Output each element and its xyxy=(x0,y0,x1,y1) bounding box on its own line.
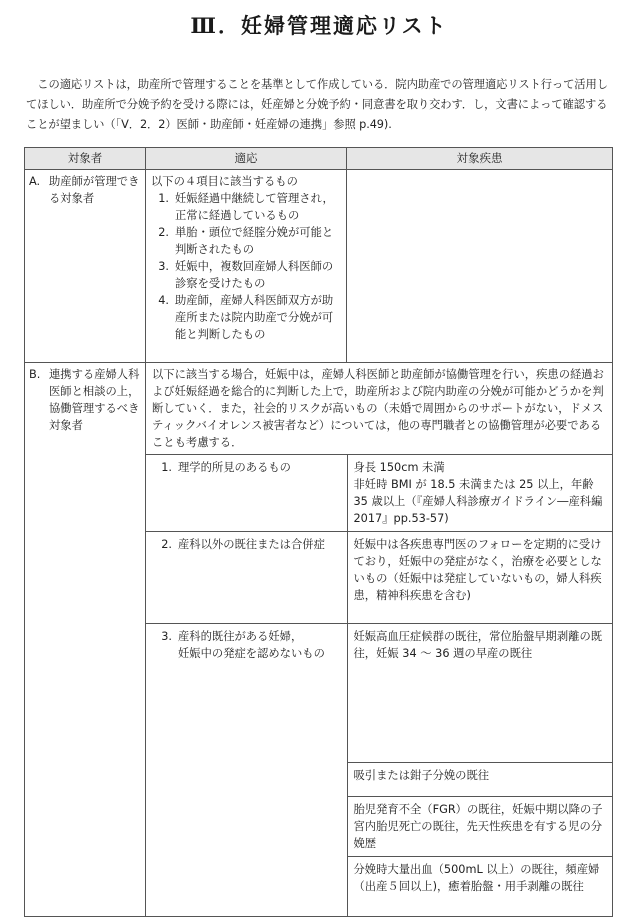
disease-b3-4: 分娩時大量出血（500mL 以上）の既往，頻産婦（出産５回以上)，癒着胎盤・用手剥離の既往 xyxy=(353,862,600,893)
target-a-text: 助産師が管理できる対象者 xyxy=(49,175,140,205)
header-indication: 適応 xyxy=(146,148,347,170)
target-b-text: 連携する産婦人科医師と相談の上，協働管理するべき対象者 xyxy=(49,368,140,432)
disease-b1: 身長 150cm 未満 非妊時 BMI が 18.5 未満または 25 以上，年齢 35 歳以上（『産婦人科診療ガイドライン―産科編 2017』pp.53-57) xyxy=(353,461,603,525)
disease-b3-list xyxy=(348,624,614,916)
header-disease: 対象疾患 xyxy=(347,148,613,170)
list-item: 1. 妊娠経過中継続して管理され，正常に経過しているもの xyxy=(158,192,334,222)
table-row: 3. 産科的既往がある妊婦， 妊娠中の発症を認めないもの 妊娠高血圧症候群の既往，常位胎盤早期剥離の既往，妊娠 34 ～ 36 週の早産の既往 吸引または鉗子分娩の既往 胎児発育不全（FGR）の既往，妊娠中期以降の子宮内胎児死亡の既往，先天性疾患を有する児の分娩歴 分娩時大量出血（500mL 以上）の既往，頻産婦（出産５回以上)，癒着胎盤・用手剥離の既往 xyxy=(146,624,613,917)
target-a xyxy=(25,170,145,210)
subitem-1: 理学的所見のあるもの xyxy=(178,461,291,474)
table-row: 1. 理学的所見のあるもの 身長 150cm 未満 非妊時 BMI が 18.5 未満または 25 以上，年齢 35 歳以上（『産婦人科診療ガイドライン―産科編 2017』pp.53-57) xyxy=(146,455,613,532)
disease-b3-1: 妊娠高血圧症候群の既往，常位胎盤早期剥離の既往，妊娠 34 ～ 36 週の早産の既往 xyxy=(353,630,603,660)
subitem-3: 産科的既往がある妊婦， 妊娠中の発症を認めないもの xyxy=(178,630,325,660)
list-item: 3. 妊娠中，複数回産婦人科医師の診察を受けたもの xyxy=(158,260,334,290)
header-target: 対象者 xyxy=(25,148,146,170)
indication-a-lead: 以下の４項目に該当するもの xyxy=(151,175,298,188)
indication-b-lead: 以下に該当する場合，妊娠中は，産婦人科医師と助産師が協働管理を行い，疾患の経過および妊娠経過を総合的に判断した上で，助産所および院内助産の分娩が可能かどうかを判断していく．また，社会的リスクが高いもの（未婚で周囲からのサポートがない，ドメスティックバイオレンス被害者など）については，他の専門職者との協働管理が必要であることも考慮する． xyxy=(152,368,604,449)
table-row: 2. 産科以外の既往または合併症 妊娠中は各疾患専門医のフォローを定期的に受けており，妊娠中の発症がなく，治療を必要としないもの（妊娠中は発症していないもの，婦人科疾患，精神科疾患を含む) xyxy=(146,532,613,624)
target-a-mark: A. xyxy=(29,175,41,188)
disease-b2: 妊娠中は各疾患専門医のフォローを定期的に受けており，妊娠中の発症がなく，治療を必要としないもの（妊娠中は発症していないもの，婦人科疾患，精神科疾患を含む) xyxy=(353,538,602,602)
subitem-2: 産科以外の既往または合併症 xyxy=(178,538,325,551)
management-list-table xyxy=(24,147,613,917)
disease-a xyxy=(347,170,613,363)
intro-paragraph: この適応リストは，助産所で管理することを基準として作成している．院内助産での管理適応リスト行って活用してほしい．助産所で分娩予約を受ける際には，妊産婦と分娩予約・同意書を取り交わす．し，文書によって確認することが望ましい（「V．2．2）医師・助産師・妊産婦の連携」参照 p.49). xyxy=(26,78,608,131)
target-b xyxy=(25,363,145,437)
disease-b3-2: 吸引または鉗子分娩の既往 xyxy=(353,768,490,782)
list-item: 2. 単胎・頭位で経腟分娩が可能と判断されたもの xyxy=(158,226,334,256)
target-b-mark: B. xyxy=(29,368,41,381)
list-item: 4. 助産師，産婦人科医師双方が助産所または院内助産で分娩が可能と判断したもの xyxy=(158,294,334,341)
page-title: Ⅲ．妊婦管理適応リスト xyxy=(190,13,448,38)
table-row-b xyxy=(25,363,613,917)
criteria-list xyxy=(151,190,341,343)
table-header-row xyxy=(25,148,613,170)
indication-b-subtable xyxy=(146,454,613,916)
table-row-a xyxy=(25,170,613,363)
disease-b3-3: 胎児発育不全（FGR）の既往，妊娠中期以降の子宮内胎児死亡の既往，先天性疾患を有する児の分娩歴 xyxy=(353,802,603,850)
